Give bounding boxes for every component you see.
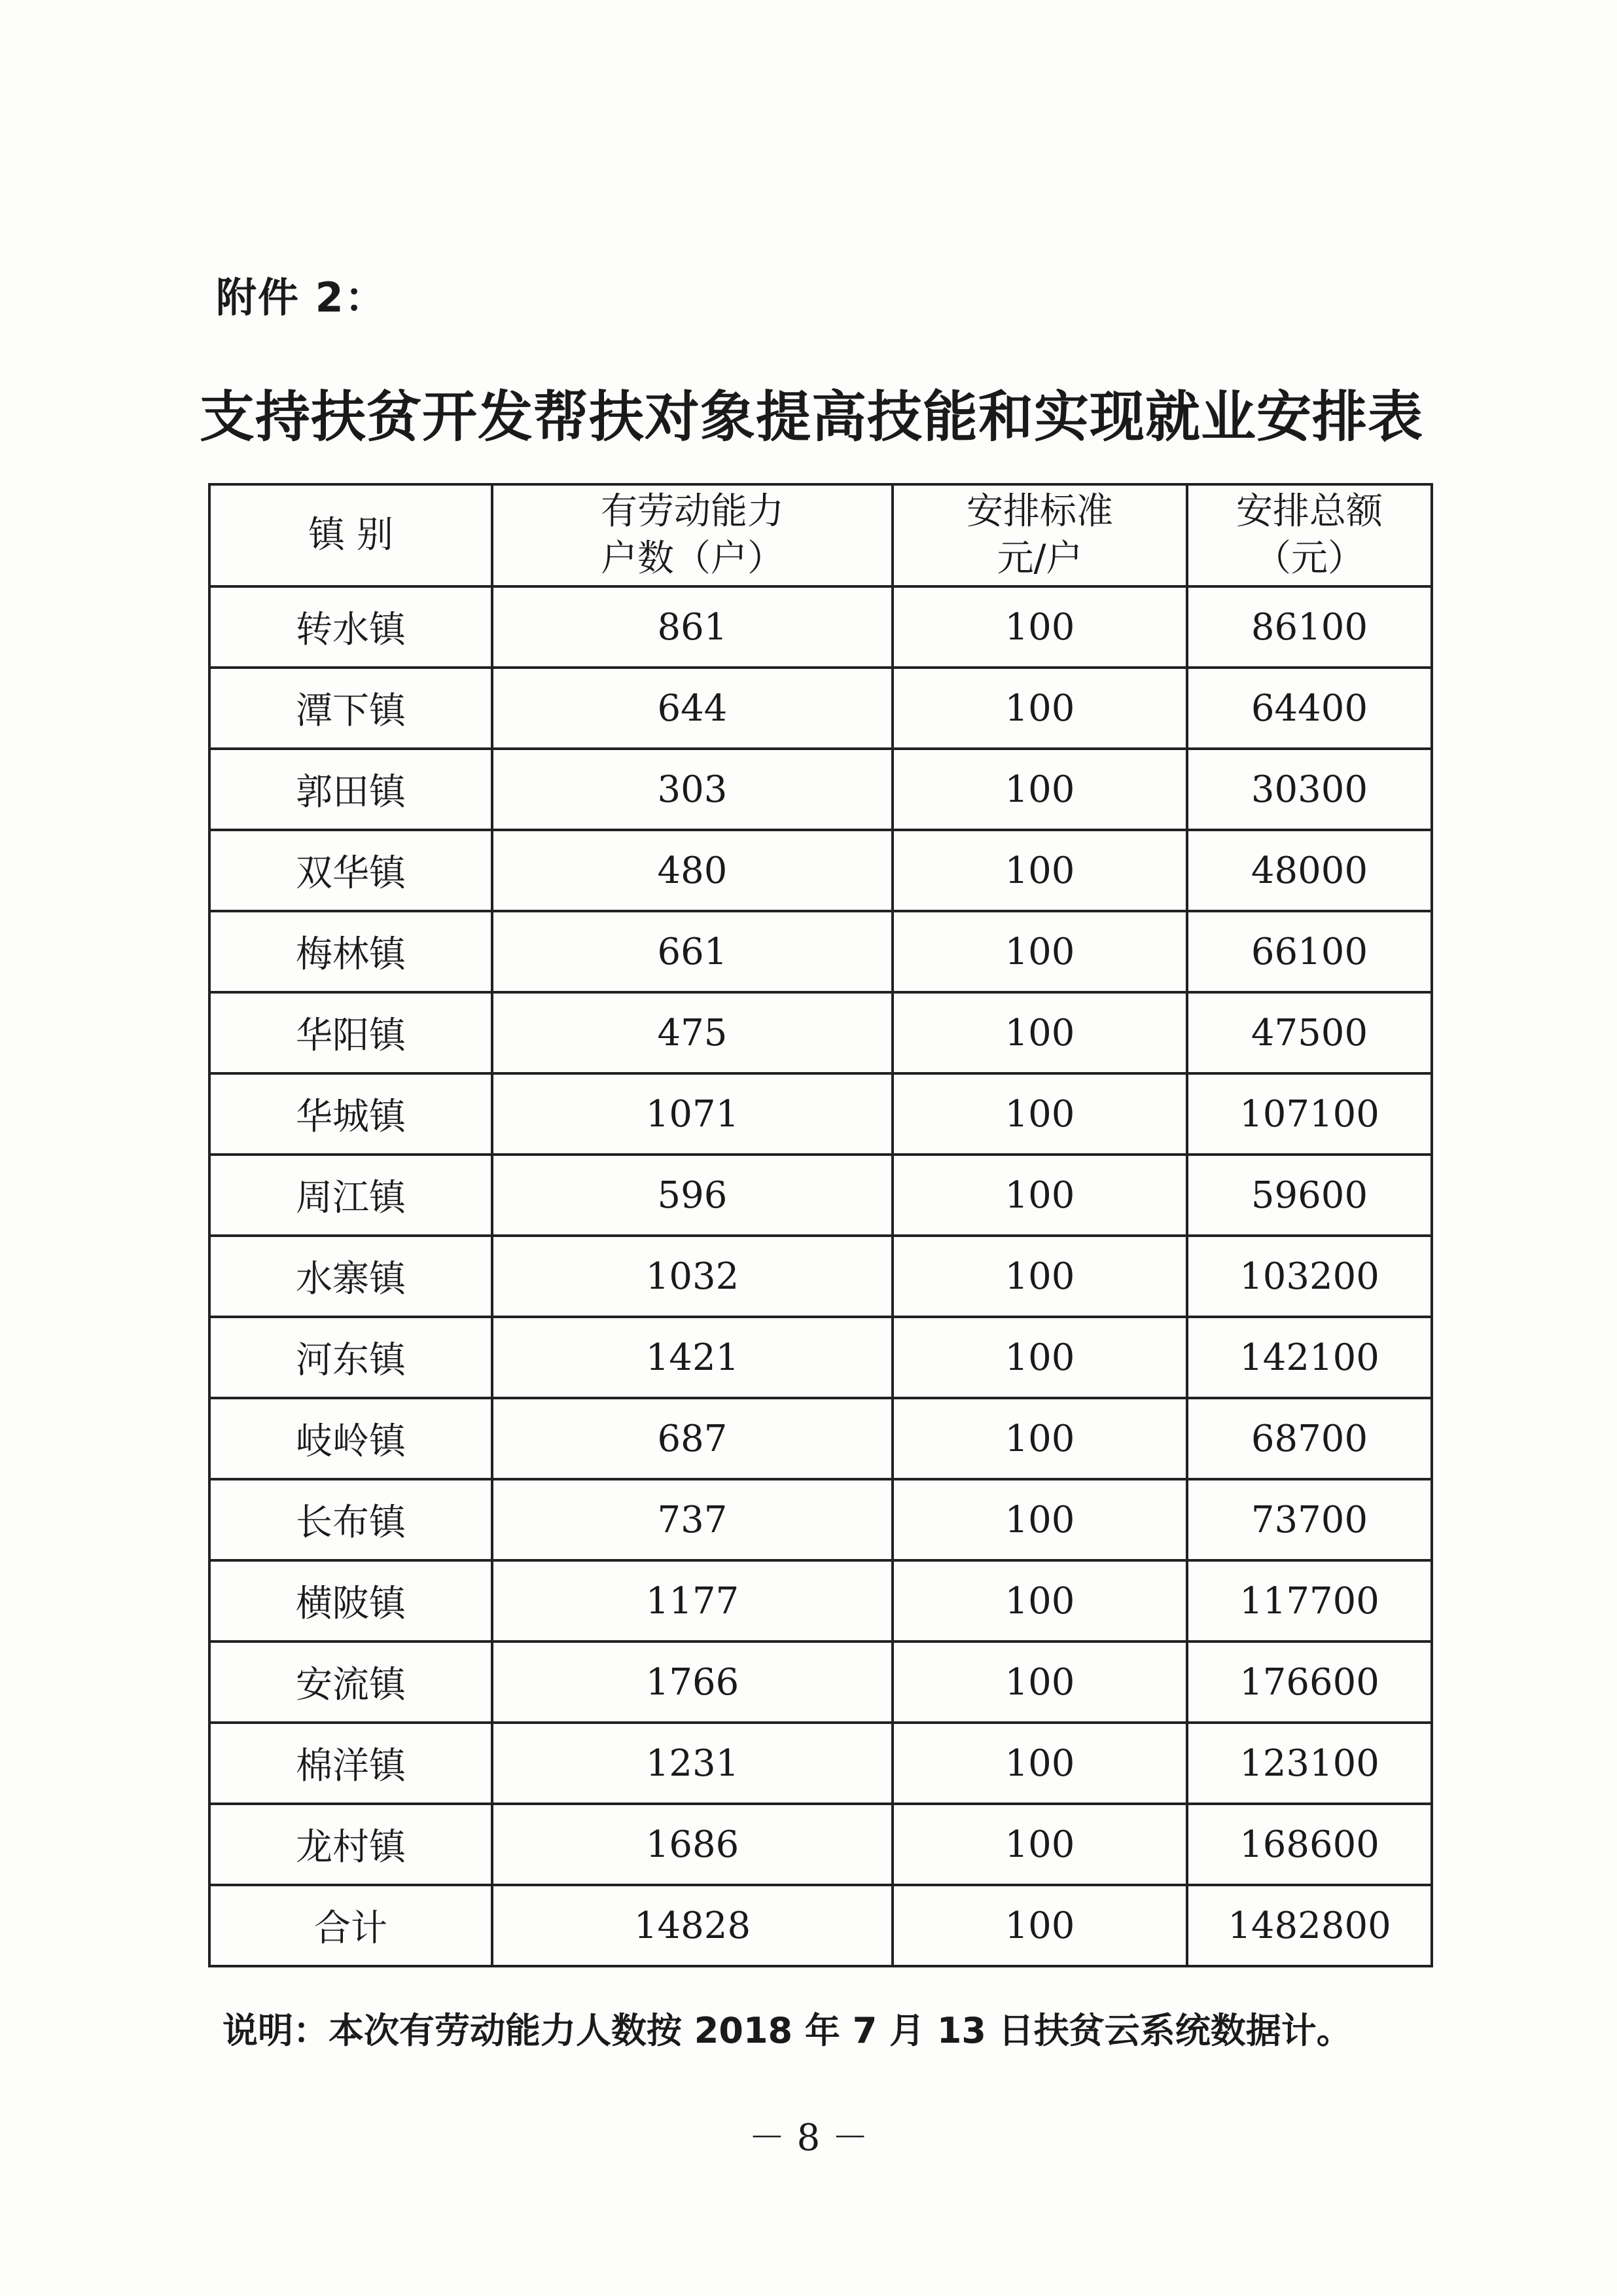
total-cell: 66100 bbox=[1187, 911, 1432, 992]
page-number: － 8 － bbox=[748, 2117, 869, 2159]
table-header-row bbox=[209, 484, 1432, 586]
households-cell: 1686 bbox=[492, 1804, 893, 1885]
total-cell: 73700 bbox=[1187, 1479, 1432, 1560]
header-standard-line1: 安排标准 bbox=[967, 490, 1113, 533]
document-title: 支持扶贫开发帮扶对象提高技能和实现就业安排表 bbox=[199, 384, 1423, 449]
header-households-line2: 户数（户） bbox=[601, 537, 784, 580]
town-cell: 潭下镇 bbox=[209, 668, 492, 749]
town-cell: 合计 bbox=[209, 1885, 492, 1966]
standard-cell: 100 bbox=[893, 1398, 1187, 1479]
standard-cell: 100 bbox=[893, 1073, 1187, 1155]
table-row bbox=[209, 830, 1432, 911]
table-row bbox=[209, 911, 1432, 992]
table-row bbox=[209, 992, 1432, 1073]
table-row bbox=[209, 1560, 1432, 1641]
households-cell: 1766 bbox=[492, 1641, 893, 1723]
standard-cell: 100 bbox=[893, 1155, 1187, 1236]
table-row bbox=[209, 1398, 1432, 1479]
town-cell: 岐岭镇 bbox=[209, 1398, 492, 1479]
total-cell: 68700 bbox=[1187, 1398, 1432, 1479]
total-cell: 176600 bbox=[1187, 1641, 1432, 1723]
standard-cell: 100 bbox=[893, 1317, 1187, 1398]
table-row bbox=[209, 1155, 1432, 1236]
standard-cell: 100 bbox=[893, 1236, 1187, 1317]
header-standard-line2: 元/户 bbox=[997, 537, 1083, 580]
total-cell: 103200 bbox=[1187, 1236, 1432, 1317]
standard-cell: 100 bbox=[893, 992, 1187, 1073]
town-cell: 长布镇 bbox=[209, 1479, 492, 1560]
standard-cell: 100 bbox=[893, 1560, 1187, 1641]
table-row bbox=[209, 749, 1432, 830]
header-total-line2: （元） bbox=[1254, 537, 1364, 580]
header-households-line1: 有劳动能力 bbox=[601, 490, 784, 533]
households-cell: 1032 bbox=[492, 1236, 893, 1317]
total-cell: 142100 bbox=[1187, 1317, 1432, 1398]
table-row bbox=[209, 1804, 1432, 1885]
header-standard bbox=[893, 484, 1187, 586]
table-body bbox=[209, 586, 1432, 1966]
households-cell: 1421 bbox=[492, 1317, 893, 1398]
table-row bbox=[209, 1479, 1432, 1560]
households-cell: 303 bbox=[492, 749, 893, 830]
header-total-line1: 安排总额 bbox=[1236, 490, 1383, 533]
households-cell: 475 bbox=[492, 992, 893, 1073]
total-cell: 47500 bbox=[1187, 992, 1432, 1073]
arrangement-table bbox=[208, 483, 1433, 1967]
households-cell: 14828 bbox=[492, 1885, 893, 1966]
total-cell: 64400 bbox=[1187, 668, 1432, 749]
standard-cell: 100 bbox=[893, 749, 1187, 830]
households-cell: 1177 bbox=[492, 1560, 893, 1641]
households-cell: 596 bbox=[492, 1155, 893, 1236]
standard-cell: 100 bbox=[893, 1804, 1187, 1885]
town-cell: 转水镇 bbox=[209, 586, 492, 668]
households-cell: 480 bbox=[492, 830, 893, 911]
header-town bbox=[209, 484, 492, 586]
standard-cell: 100 bbox=[893, 586, 1187, 668]
standard-cell: 100 bbox=[893, 1479, 1187, 1560]
town-cell: 华阳镇 bbox=[209, 992, 492, 1073]
households-cell: 661 bbox=[492, 911, 893, 992]
town-cell: 华城镇 bbox=[209, 1073, 492, 1155]
households-cell: 1231 bbox=[492, 1723, 893, 1804]
total-cell: 59600 bbox=[1187, 1155, 1432, 1236]
table-row bbox=[209, 1317, 1432, 1398]
table-row bbox=[209, 1073, 1432, 1155]
households-cell: 1071 bbox=[492, 1073, 893, 1155]
standard-cell: 100 bbox=[893, 1641, 1187, 1723]
table-row bbox=[209, 586, 1432, 668]
town-cell: 水寨镇 bbox=[209, 1236, 492, 1317]
standard-cell: 100 bbox=[893, 830, 1187, 911]
total-cell: 168600 bbox=[1187, 1804, 1432, 1885]
header-households bbox=[492, 484, 893, 586]
header-town-label: 镇 别 bbox=[308, 514, 393, 556]
table-total-row bbox=[209, 1885, 1432, 1966]
table-note: 说明：本次有劳动能力人数按 2018 年 7 月 13 日扶贫云系统数据计。 bbox=[222, 2010, 1352, 2051]
town-cell: 河东镇 bbox=[209, 1317, 492, 1398]
town-cell: 横陂镇 bbox=[209, 1560, 492, 1641]
total-cell: 86100 bbox=[1187, 586, 1432, 668]
households-cell: 737 bbox=[492, 1479, 893, 1560]
standard-cell: 100 bbox=[893, 668, 1187, 749]
town-cell: 龙村镇 bbox=[209, 1804, 492, 1885]
town-cell: 梅林镇 bbox=[209, 911, 492, 992]
header-total bbox=[1187, 484, 1432, 586]
table-row bbox=[209, 1641, 1432, 1723]
town-cell: 郭田镇 bbox=[209, 749, 492, 830]
households-cell: 687 bbox=[492, 1398, 893, 1479]
town-cell: 双华镇 bbox=[209, 830, 492, 911]
standard-cell: 100 bbox=[893, 911, 1187, 992]
households-cell: 644 bbox=[492, 668, 893, 749]
table-row bbox=[209, 1723, 1432, 1804]
table-row bbox=[209, 668, 1432, 749]
standard-cell: 100 bbox=[893, 1885, 1187, 1966]
table-row bbox=[209, 1236, 1432, 1317]
town-cell: 安流镇 bbox=[209, 1641, 492, 1723]
attachment-label: 附件 2： bbox=[216, 274, 387, 321]
total-cell: 107100 bbox=[1187, 1073, 1432, 1155]
town-cell: 周江镇 bbox=[209, 1155, 492, 1236]
total-cell: 1482800 bbox=[1187, 1885, 1432, 1966]
town-cell: 棉洋镇 bbox=[209, 1723, 492, 1804]
standard-cell: 100 bbox=[893, 1723, 1187, 1804]
total-cell: 117700 bbox=[1187, 1560, 1432, 1641]
households-cell: 861 bbox=[492, 586, 893, 668]
total-cell: 48000 bbox=[1187, 830, 1432, 911]
total-cell: 123100 bbox=[1187, 1723, 1432, 1804]
total-cell: 30300 bbox=[1187, 749, 1432, 830]
